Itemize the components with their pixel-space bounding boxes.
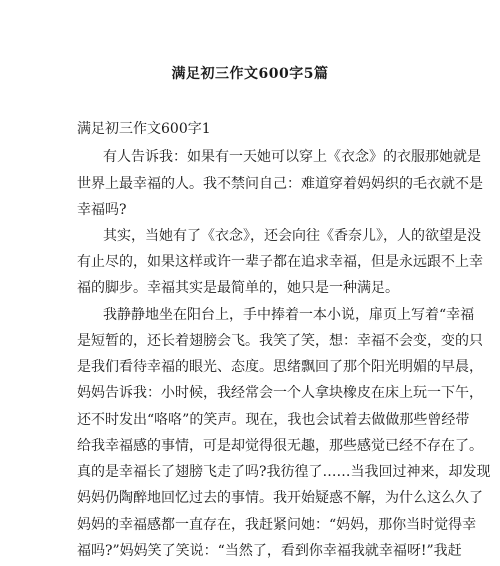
paragraph-line: 妈妈仍陶醉地回忆过去的事情。我开始疑惑不解，为什么这么久了 (77, 490, 483, 506)
paragraph-line: 妈妈告诉我：小时候，我经常会一个人拿块橡皮在床上玩一下午， (77, 385, 483, 401)
paragraph-line: 是我们看待幸福的眼光、态度。思绪飘回了那个阳光明媚的早晨， (77, 359, 483, 375)
paragraph-line: 福的脚步。幸福其实是最简单的，她只是一种满足。 (77, 280, 399, 296)
paragraph-line: 我静静地坐在阳台上，手中捧着一本小说，扉页上写着“幸福 (103, 307, 475, 323)
paragraph-line: 福吗?”妈妈笑了笑说：“当然了，看到你幸福我就幸福呀!”我赶 (77, 543, 462, 559)
paragraph-line: 有止尽的，如果这样或许一辈子都在追求幸福，但是永远跟不上幸 (77, 254, 483, 270)
paragraph-line: 还不时发出“咯咯”的笑声。现在，我也会试着去做做那些曾经带 (77, 412, 470, 428)
paragraph-line: 是短暂的，还长着翅膀会飞。我笑了笑，想：幸福不会变，变的只 (77, 333, 483, 349)
paragraph-line: 妈妈的幸福感都一直存在，我赶紧问她：“妈妈，那你当时觉得幸 (77, 517, 477, 533)
paragraph-line: 其实，当她有了《衣念》，还会向往《香奈儿》，人的欲望是没 (103, 228, 481, 244)
paragraph-line: 幸福吗? (77, 202, 127, 218)
paragraph-line: 真的是幸福长了翅膀飞走了吗?我彷徨了……当我回过神来，却发现 (77, 464, 491, 480)
section-heading: 满足初三作文600字1 (77, 121, 211, 137)
document-title: 满足初三作文600字5篇 (171, 66, 329, 82)
paragraph-line: 世界上最幸福的人。我不禁问自己：难道穿着妈妈织的毛衣就不是 (77, 176, 483, 192)
paragraph-line: 有人告诉我：如果有一天她可以穿上《衣念》的衣服那她就是 (103, 149, 481, 165)
paragraph-line: 给我幸福感的事情，可是却觉得很无趣，那些感觉已经不存在了。 (77, 438, 483, 454)
